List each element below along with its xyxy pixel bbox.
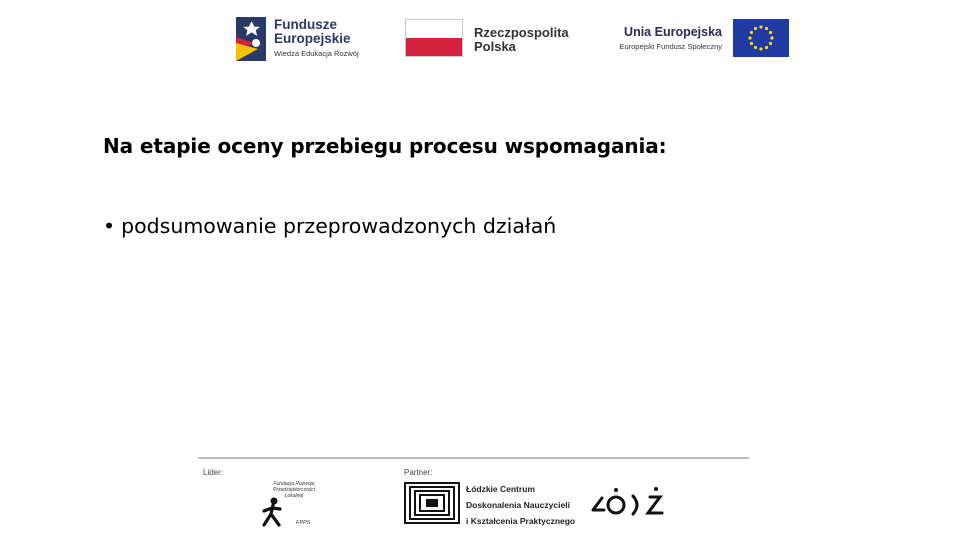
eu-star-icon bbox=[759, 25, 762, 28]
rp-line2: Polska bbox=[474, 39, 516, 54]
eu-star-icon bbox=[748, 36, 751, 39]
lcd-line3: i Kształcenia Praktycznego bbox=[466, 516, 576, 526]
polish-flag-icon bbox=[405, 19, 463, 57]
eu-star-icon bbox=[769, 31, 772, 34]
unia-europejska-name bbox=[600, 25, 722, 51]
eu-star-icon bbox=[765, 27, 768, 30]
lider-logo-abbr: FPPS bbox=[296, 520, 311, 526]
footer-divider bbox=[198, 457, 749, 459]
rp-line1: Rzeczpospolita bbox=[474, 25, 569, 40]
lcd-line2: Doskonalenia Nauczycieli bbox=[466, 500, 570, 510]
fundusze-europejskie-name bbox=[274, 18, 351, 46]
eu-star-icon bbox=[750, 31, 753, 34]
lcdnikp-name bbox=[466, 481, 575, 529]
bullet-text: podsumowanie przeprowadzonych działań bbox=[121, 214, 557, 238]
lodz-city-logo bbox=[590, 484, 668, 520]
eu-star-icon bbox=[769, 42, 772, 45]
eu-star-icon bbox=[765, 46, 768, 49]
partner-label: Partner: bbox=[404, 468, 433, 477]
eu-star-icon bbox=[750, 42, 753, 45]
bullet-item bbox=[103, 214, 556, 238]
lider-logo-text: Fundacja Rozwoju Przedsiębiorczości Lokalnej bbox=[273, 481, 315, 499]
eu-star-icon bbox=[754, 27, 757, 30]
unia-subtitle: Europejski Fundusz Społeczny bbox=[619, 42, 722, 51]
eu-flag-icon bbox=[733, 19, 789, 57]
lcdnikp-logo-mark bbox=[404, 482, 460, 524]
unia-title: Unia Europejska bbox=[624, 25, 722, 39]
eu-star-icon bbox=[754, 46, 757, 49]
slide-heading: Na etapie oceny przebiegu procesu wspomagania: bbox=[103, 134, 667, 158]
fundusze-subtitle: Wiedza Edukacja Rozwój bbox=[274, 49, 359, 58]
bullet-symbol: • bbox=[103, 214, 116, 238]
eu-star-icon bbox=[759, 47, 762, 50]
eu-star-icon bbox=[770, 36, 773, 39]
walking-figure-icon bbox=[260, 497, 286, 527]
rzeczpospolita-polska-name bbox=[474, 26, 569, 54]
lider-logo bbox=[258, 479, 330, 529]
lcd-line1: Łódzkie Centrum bbox=[466, 484, 535, 494]
flag-white-stripe bbox=[406, 20, 462, 38]
lider-label: Lider: bbox=[203, 468, 224, 477]
flag-red-stripe bbox=[406, 38, 462, 56]
fundusze-line2: Europejskie bbox=[274, 31, 351, 46]
fundusze-line1: Fundusze bbox=[274, 17, 337, 32]
